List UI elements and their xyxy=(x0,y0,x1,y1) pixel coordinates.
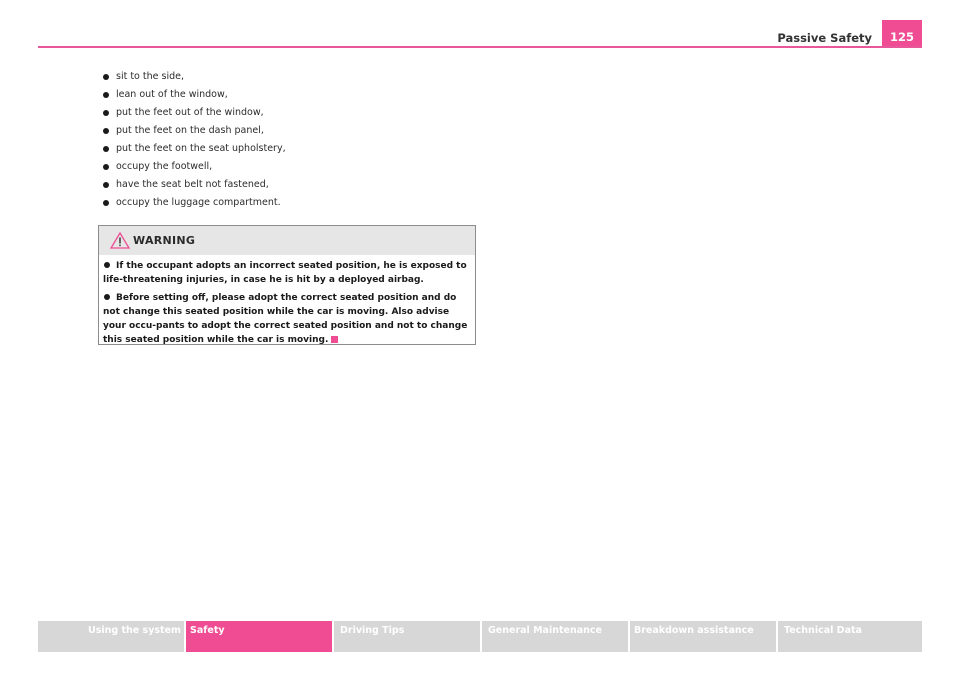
bullet-icon xyxy=(104,294,110,300)
header-rule xyxy=(38,46,922,48)
tab-driving-tips[interactable]: Driving Tips xyxy=(334,621,480,652)
list-item: put the feet on the seat upholstery, xyxy=(103,140,286,158)
warning-title: WARNING xyxy=(133,234,196,247)
bullet-icon xyxy=(103,182,109,188)
warning-item: If the occupant adopts an incorrect seated position, he is exposed to life-threatening injuries, in case he is hit by a deployed airbag. xyxy=(103,261,467,285)
list-item: sit to the side, xyxy=(103,68,286,86)
bullet-icon xyxy=(103,146,109,152)
chapter-tabs xyxy=(38,621,922,652)
list-item: put the feet on the dash panel, xyxy=(103,122,286,140)
list-item: occupy the luggage compartment. xyxy=(103,194,286,212)
list-item: lean out of the window, xyxy=(103,86,286,104)
bullet-icon xyxy=(103,92,109,98)
page-number: 125 xyxy=(882,20,922,48)
bullet-icon xyxy=(103,74,109,80)
tab-technical-data[interactable]: Technical Data xyxy=(778,621,922,652)
tab-breakdown-assistance[interactable]: Breakdown assistance xyxy=(630,621,776,652)
bullet-icon xyxy=(103,110,109,116)
warning-box xyxy=(98,225,476,345)
warning-header xyxy=(99,226,475,255)
list-item: occupy the footwell, xyxy=(103,158,286,176)
bullet-icon xyxy=(103,200,109,206)
section-title: Passive Safety xyxy=(777,31,872,45)
page-header xyxy=(38,20,922,48)
tab-safety[interactable]: Safety xyxy=(186,621,332,652)
tab-using-the-system[interactable]: Using the system xyxy=(38,621,184,652)
bullet-icon xyxy=(104,262,110,268)
list-item: put the feet out of the window, xyxy=(103,104,286,122)
bullet-list xyxy=(103,68,286,212)
warning-body xyxy=(99,255,475,347)
end-of-section-icon xyxy=(331,336,338,343)
bullet-icon xyxy=(103,164,109,170)
tab-general-maintenance[interactable]: General Maintenance xyxy=(482,621,628,652)
list-item: have the seat belt not fastened, xyxy=(103,176,286,194)
bullet-icon xyxy=(103,128,109,134)
warning-triangle-icon xyxy=(110,232,130,249)
warning-item: Before setting off, please adopt the correct seated position and do not change this seated position while the car is moving. Also advise your occu-pants to adopt the correct seated position and not to change this seated position while the car is moving. xyxy=(103,293,468,345)
